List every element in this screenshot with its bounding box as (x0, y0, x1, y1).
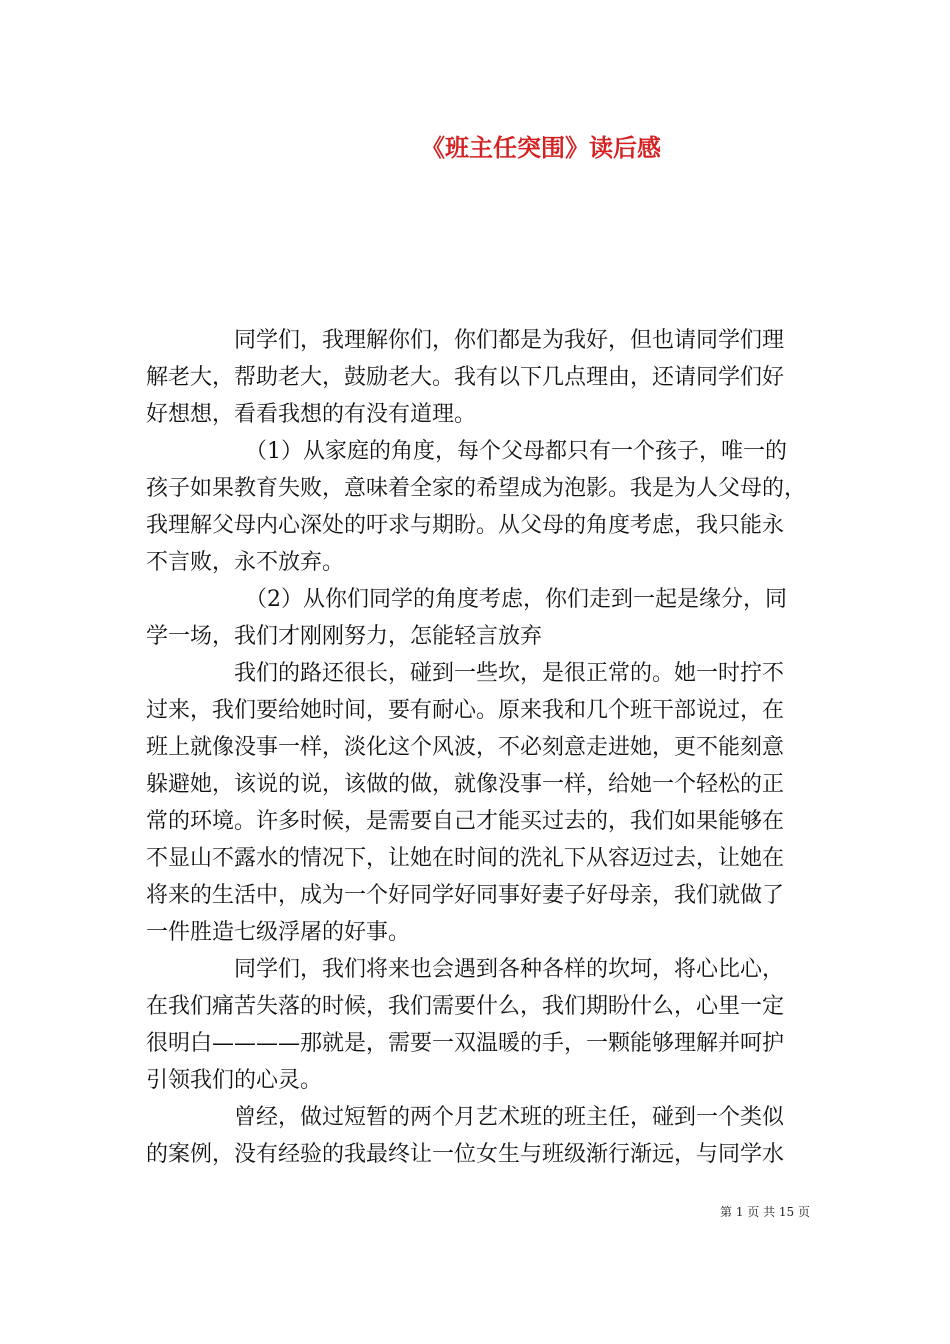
body-line: 我们的路还很长，碰到一些坎，是很正常的。她一时拧不 (146, 661, 785, 686)
page-number-footer: 第 1 页 共 15 页 (720, 1205, 810, 1219)
body-line: 曾经，做过短暂的两个月艺术班的班主任，碰到一个类似 (146, 1105, 785, 1130)
body-line: 躲避她，该说的说，该做的做，就像没事一样，给她一个轻松的正 (146, 772, 785, 797)
body-line: 常的环境。许多时候，是需要自己才能买过去的，我们如果能够在 (146, 809, 785, 834)
body-line: 班上就像没事一样，淡化这个风波，不必刻意走进她，更不能刻意 (146, 735, 785, 760)
body-line: （1）从家庭的角度，每个父母都只有一个孩子，唯一的 (146, 439, 787, 464)
body-line: 将来的生活中，成为一个好同学好同事好妻子好母亲，我们就做了 (146, 883, 785, 908)
body-line: 孩子如果教育失败，意味着全家的希望成为泡影。我是为人父母的， (146, 476, 807, 501)
body-line: 同学们，我们将来也会遇到各种各样的坎坷，将心比心， (146, 957, 785, 982)
body-line: 引领我们的心灵。 (146, 1068, 323, 1093)
body-line: 的案例，没有经验的我最终让一位女生与班级渐行渐远，与同学水 (146, 1142, 785, 1167)
document-body (146, 322, 812, 1173)
body-line: 不显山不露水的情况下，让她在时间的洗礼下从容迈过去，让她在 (146, 846, 785, 871)
body-line: 一件胜造七级浮屠的好事。 (146, 920, 411, 945)
body-line: 解老大，帮助老大，鼓励老大。我有以下几点理由，还请同学们好 (146, 365, 785, 390)
body-line: 过来，我们要给她时间，要有耐心。原来我和几个班干部说过，在 (146, 698, 785, 723)
body-line: 学一场，我们才刚刚努力，怎能轻言放弃 (146, 624, 543, 649)
body-line: 不言败，永不放弃。 (146, 550, 345, 575)
body-line: 在我们痛苦失落的时候，我们需要什么，我们期盼什么，心里一定 (146, 994, 785, 1019)
body-line: 同学们，我理解你们，你们都是为我好，但也请同学们理 (146, 328, 785, 353)
body-line: 很明白————那就是，需要一双温暖的手，一颗能够理解并呵护 (146, 1031, 785, 1056)
body-line: （2）从你们同学的角度考虑，你们走到一起是缘分，同 (146, 587, 787, 612)
body-line: 好想想，看看我想的有没有道理。 (146, 402, 477, 427)
document-title: 《班主任突围》读后感 (421, 133, 661, 162)
body-line: 我理解父母内心深处的吁求与期盼。从父母的角度考虑，我只能永 (146, 513, 785, 538)
